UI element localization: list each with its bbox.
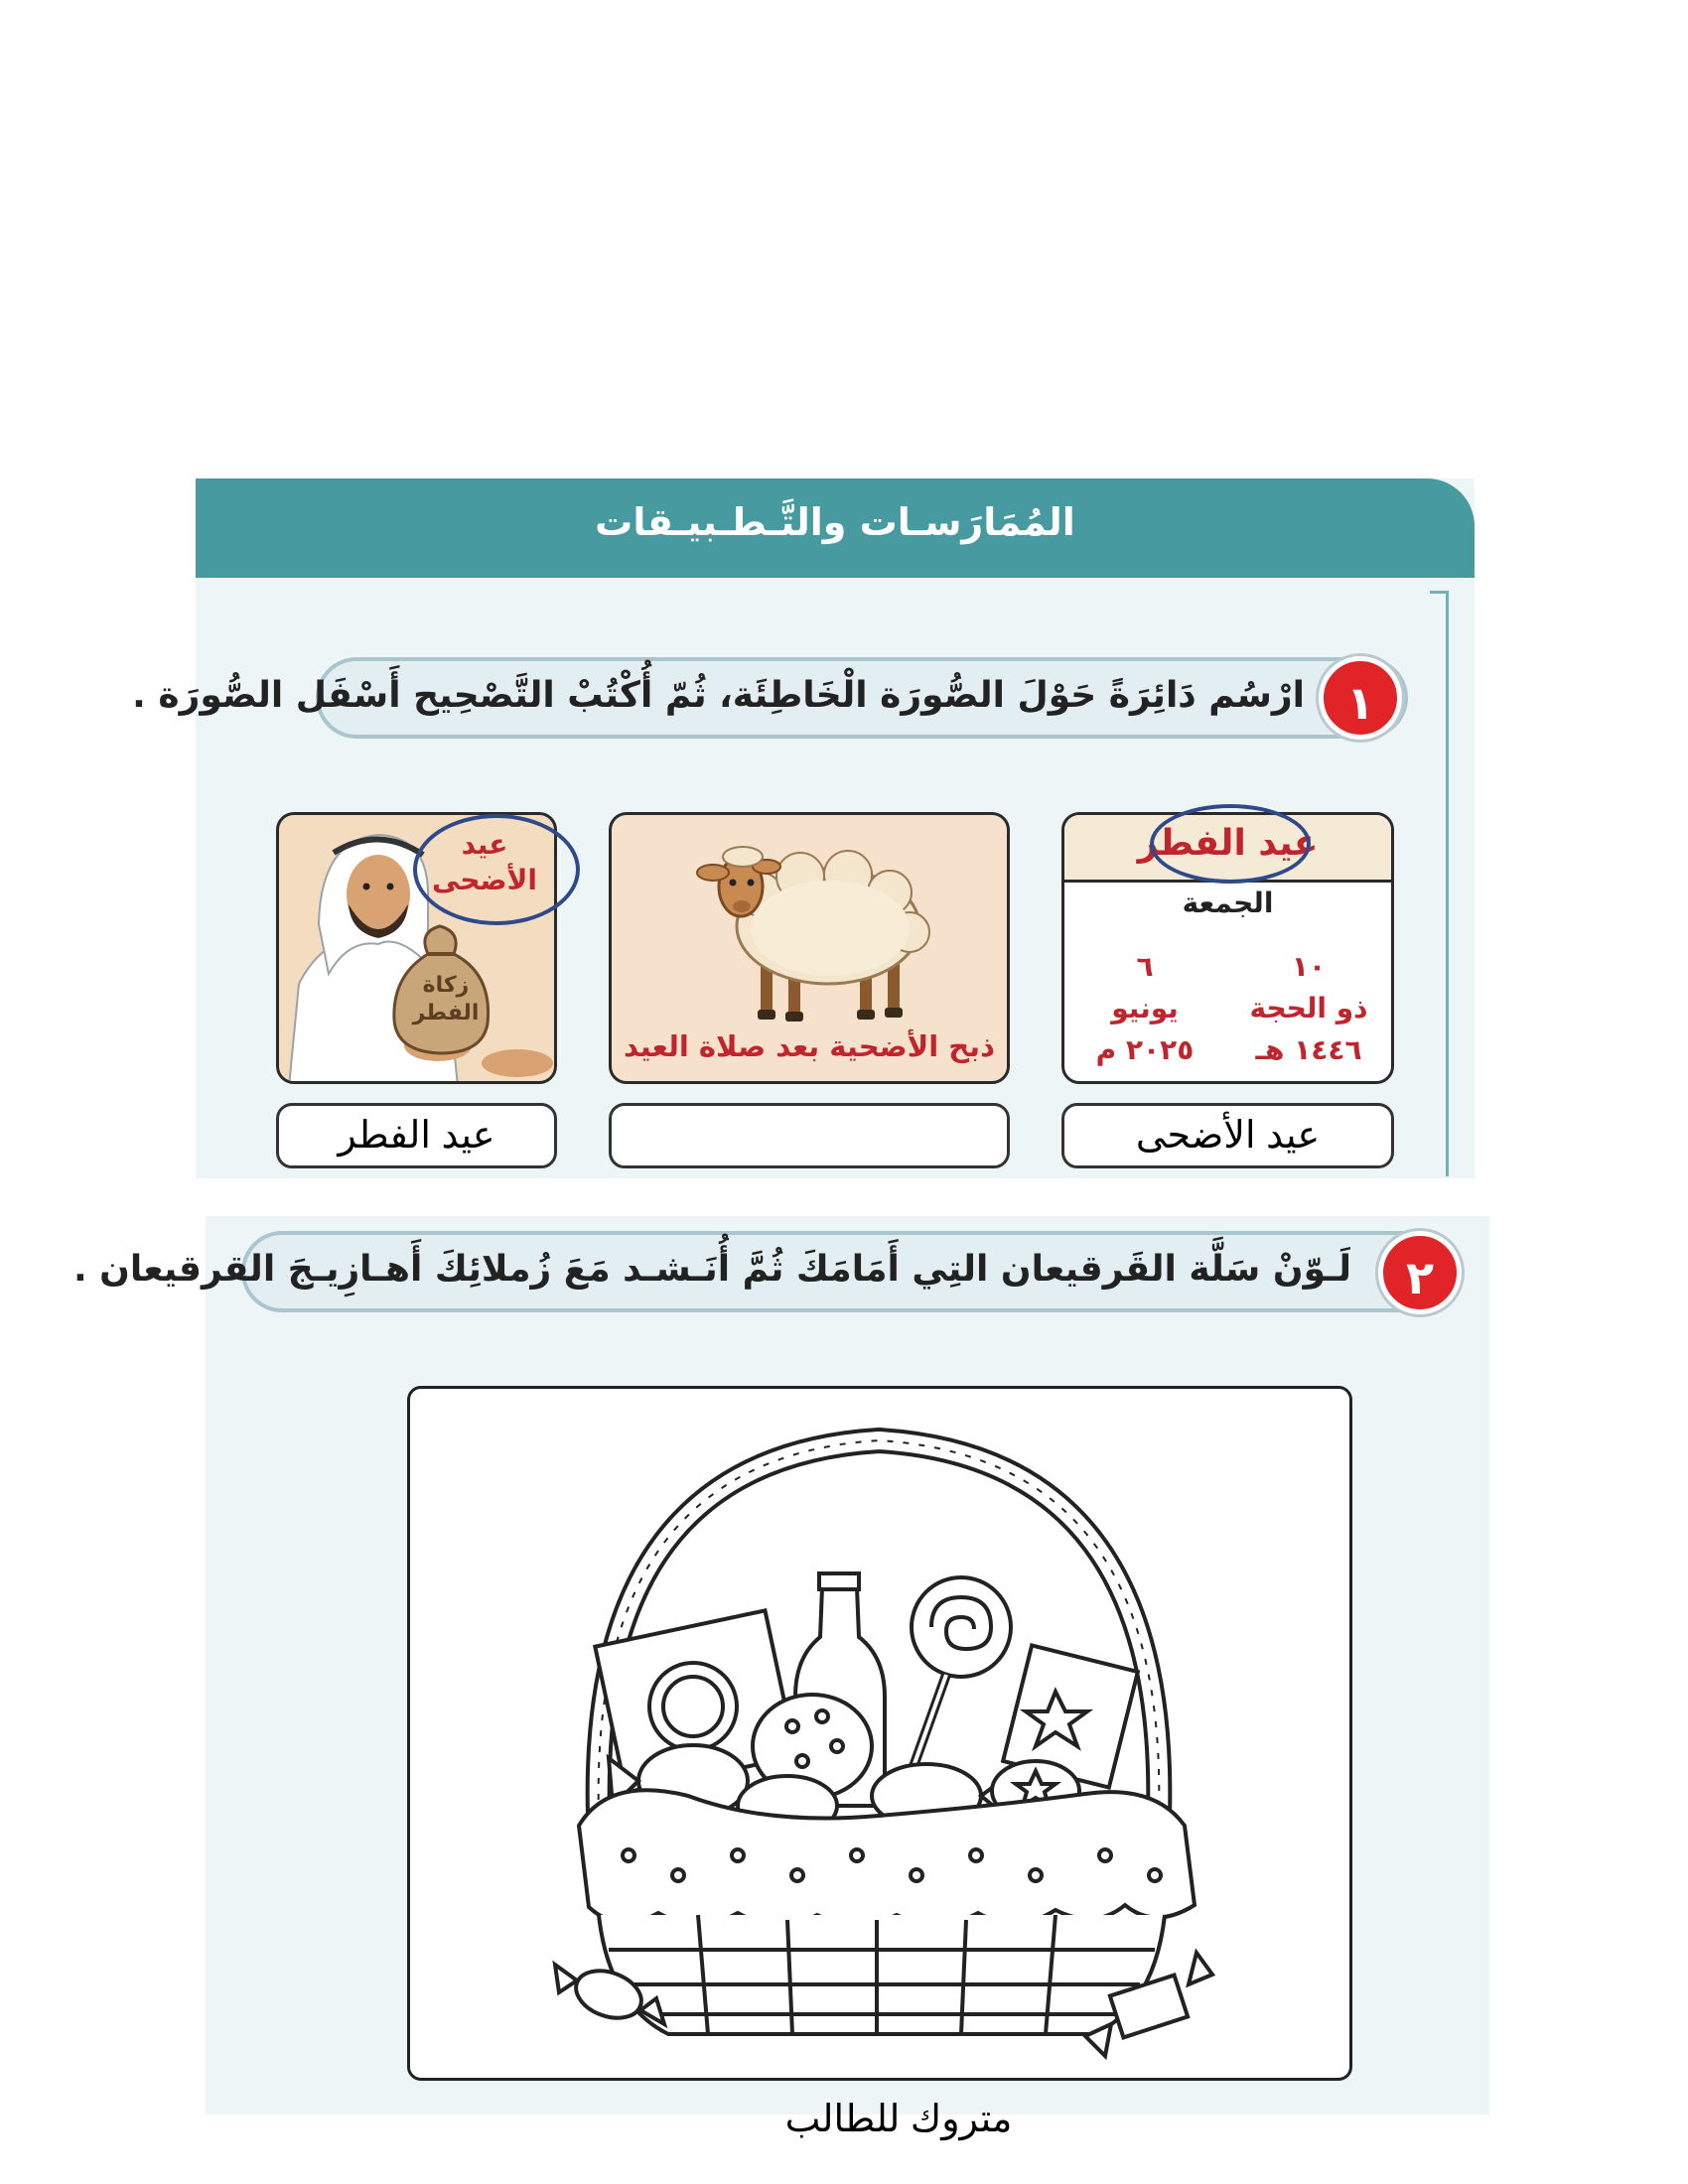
question-1-number-badge: ١ [1319, 656, 1402, 740]
man-card-label-line1: عيد [461, 828, 508, 861]
side-divider-tick [1430, 591, 1448, 594]
hijri-year: ١٤٤٦ هـ [1255, 1033, 1362, 1066]
sack-label-line1: زكاة [422, 973, 470, 998]
sheep-caption: ذبح الأضحية بعد صلاة العيد [624, 1029, 995, 1063]
question-2-pill [72, 1231, 1455, 1312]
gregorian-month: يونيو [1111, 992, 1179, 1024]
question-1-pill [132, 657, 1408, 739]
answer-box-calendar[interactable]: عيد الأضحى [1061, 1103, 1394, 1168]
calendar-title: عيد الفطر [1137, 823, 1319, 864]
basket-icon [555, 1440, 1212, 2056]
question-2-number-badge: ٢ [1378, 1231, 1462, 1314]
question-2-text: لَـوّنْ سَلَّة القَرقيعان التِي أَمَامَكَ ثُمَّ أُنَـشـد مَعَ زُملائِكَ أَهـازِيـجَ القرقيعان . [72, 1249, 1351, 1290]
answer-box-sheep[interactable] [609, 1103, 1010, 1168]
sheep-icon [697, 847, 929, 1022]
calendar-day: الجمعة [1182, 887, 1274, 919]
gregorian-day: ٦ [1136, 950, 1154, 983]
sheep-card[interactable] [609, 812, 1010, 1084]
man-card-label-line2: الأضحى [431, 864, 537, 896]
side-divider [1446, 591, 1449, 1176]
calendar-gregorian-column [1070, 946, 1219, 1071]
gregorian-year: ٢٠٢٥ م [1095, 1033, 1195, 1066]
sack-label-line2: الفطر [412, 1001, 480, 1025]
calendar-hijri-column [1234, 946, 1383, 1071]
question-1-text: ارْسُم دَائِرَةً حَوْلَ الصُّورَة الْخَاطِئَة، ثُمّ أُكْتُبْ التَّصْحِيح أَسْفَل الصُّورَة . [132, 675, 1305, 716]
section-banner [196, 478, 1475, 578]
coloring-basket-frame[interactable] [407, 1386, 1352, 2081]
banner-title: المُمَارَسـات والتَّـطـبيـقات [595, 500, 1075, 544]
answer-box-zakat[interactable]: عيد الفطر [276, 1103, 557, 1168]
wrong-answer-circle-calendar [1150, 804, 1311, 884]
footer-note: متروك للطالب [784, 2099, 1013, 2140]
gergean-basket-illustration [410, 1389, 1349, 2078]
wrong-answer-circle-zakat [413, 814, 580, 925]
hijri-day: ١٠ [1291, 950, 1327, 983]
hijri-month: ذو الحجة [1249, 992, 1368, 1024]
sack-label [398, 972, 493, 1027]
